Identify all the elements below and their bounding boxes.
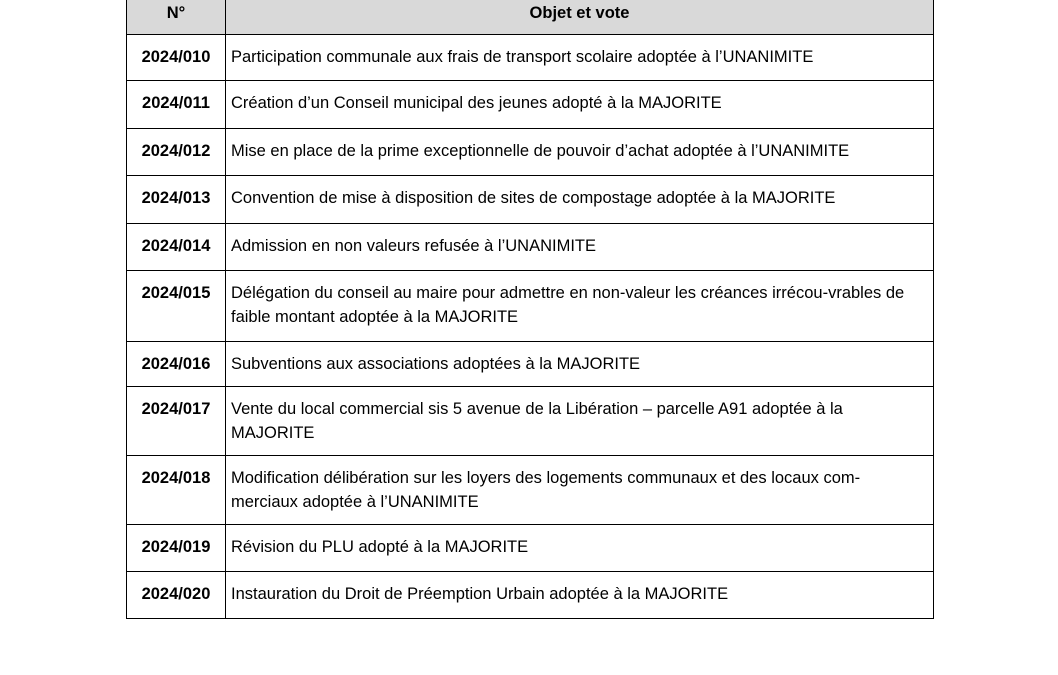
deliberation-number: 2024/020 [127, 572, 226, 619]
table-row [127, 176, 934, 224]
table-header-row [127, 0, 934, 35]
deliberations-table [126, 0, 934, 619]
deliberation-subject: Mise en place de la prime exceptionnelle de pouvoir d’achat adoptée à l’UNANIMITE [226, 129, 934, 176]
deliberation-subject: Subventions aux associations adoptées à la MAJORITE [226, 342, 934, 387]
deliberation-number: 2024/015 [127, 271, 226, 342]
deliberation-number: 2024/013 [127, 176, 226, 224]
deliberation-subject: Instauration du Droit de Préemption Urbain adoptée à la MAJORITE [226, 572, 934, 619]
column-header-number: N° [127, 0, 226, 35]
deliberation-subject: Délégation du conseil au maire pour admettre en non-valeur les créances irrécou-vrables de faible montant adoptée à la MAJORITE [226, 271, 934, 342]
deliberation-number: 2024/012 [127, 129, 226, 176]
deliberation-subject: Convention de mise à disposition de sites de compostage adoptée à la MAJORITE [226, 176, 934, 224]
table-row [127, 572, 934, 619]
deliberation-number: 2024/019 [127, 525, 226, 572]
table-row [127, 35, 934, 81]
deliberation-number: 2024/017 [127, 387, 226, 456]
deliberation-subject: Participation communale aux frais de transport scolaire adoptée à l’UNANIMITE [226, 35, 934, 81]
table-row [127, 342, 934, 387]
table-row [127, 456, 934, 525]
deliberation-number: 2024/016 [127, 342, 226, 387]
deliberation-subject: Révision du PLU adopté à la MAJORITE [226, 525, 934, 572]
deliberation-subject: Vente du local commercial sis 5 avenue de la Libération – parcelle A91 adoptée à la MAJORITE [226, 387, 934, 456]
deliberation-number: 2024/014 [127, 224, 226, 271]
deliberation-subject: Modification délibération sur les loyers des logements communaux et des locaux com-merciaux adoptée à l’UNANIMITE [226, 456, 934, 525]
deliberation-number: 2024/018 [127, 456, 226, 525]
deliberation-number: 2024/010 [127, 35, 226, 81]
table-row [127, 271, 934, 342]
table-row [127, 224, 934, 271]
table-row [127, 81, 934, 129]
deliberation-number: 2024/011 [127, 81, 226, 129]
table-row [127, 525, 934, 572]
deliberation-subject: Création d’un Conseil municipal des jeunes adopté à la MAJORITE [226, 81, 934, 129]
table-row [127, 129, 934, 176]
deliberation-subject: Admission en non valeurs refusée à l’UNANIMITE [226, 224, 934, 271]
column-header-subject: Objet et vote [226, 0, 934, 35]
table-row [127, 387, 934, 456]
